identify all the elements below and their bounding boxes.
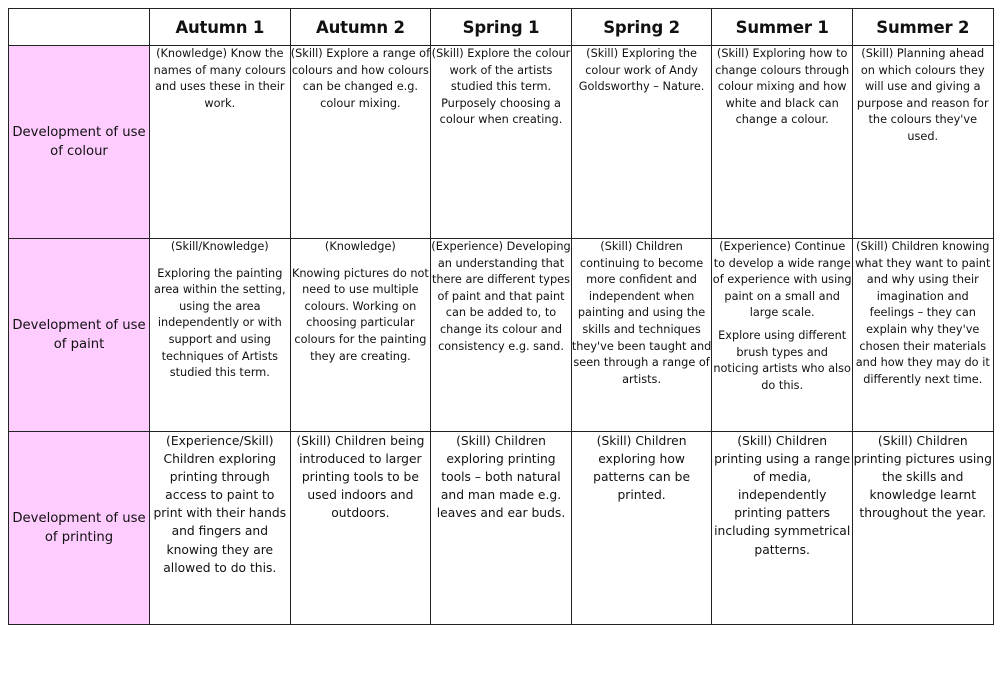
- cell-paint-spring-2: [571, 239, 712, 432]
- cell-text: (Skill) Children continuing to become more confident and independent when painting and using the skills and techniques they've been taught and seen through a range of artists.: [571, 240, 712, 386]
- cell-text: (Experience) Developing an understanding that there are different types of paint and that paint can be added to, to change its colour and consistency e.g. sand.: [431, 240, 571, 353]
- term-header-autumn-2: Autumn 2: [290, 9, 431, 46]
- cell-text: (Skill) Children exploring printing tools – both natural and man made e.g. leaves and ear buds.: [436, 434, 566, 521]
- cell-colour-spring-1: [431, 46, 572, 239]
- cell-text: Knowing pictures do not need to use multiple colours. Working on choosing particular colours for the painting they are creating.: [291, 266, 429, 363]
- cell-paint-summer-1: [712, 239, 853, 432]
- cell-colour-autumn-2: [290, 46, 431, 239]
- cell-text: (Skill) Exploring how to change colours through colour mixing and how white and black can change a colour.: [715, 47, 850, 127]
- cell-paint-autumn-2: [290, 239, 431, 432]
- cell-paint-autumn-1: [150, 239, 291, 432]
- cell-text: (Skill/Knowledge): [170, 240, 269, 253]
- table-row-colour: [9, 46, 994, 239]
- cell-printing-summer-2: [852, 432, 993, 625]
- cell-text: (Skill) Planning ahead on which colours they will use and giving a purpose and reason for the colours they've used.: [856, 47, 989, 143]
- cell-printing-spring-2: [571, 432, 712, 625]
- cell-printing-summer-1: [712, 432, 853, 625]
- cell-text: (Experience/Skill) Children exploring printing through access to paint to print with their hands and fingers and knowing they are allowed to do this.: [153, 434, 287, 575]
- cell-text: (Skill) Children exploring how patterns can be printed.: [593, 434, 691, 503]
- cell-paint-summer-2: [852, 239, 993, 432]
- cell-text: (Knowledge) Know the names of many colours and uses these in their work.: [153, 47, 286, 110]
- table-row-printing: [9, 432, 994, 625]
- cell-printing-autumn-2: [290, 432, 431, 625]
- cell-text: (Skill) Children being introduced to larger printing tools to be used indoors and outdoors.: [296, 434, 425, 521]
- art-curriculum-table: [8, 8, 994, 625]
- cell-text: (Skill) Children knowing what they want to paint and why using their imagination and feelings – they can explain why they've chosen their materials and how they may do it differently next time.: [855, 240, 991, 386]
- cell-colour-spring-2: [571, 46, 712, 239]
- corner-cell: [9, 9, 150, 46]
- row-label-colour: Development of use of colour: [9, 46, 150, 239]
- term-header-summer-1: Summer 1: [712, 9, 853, 46]
- cell-text: (Skill) Exploring the colour work of Andy Goldsworthy – Nature.: [578, 47, 705, 94]
- cell-colour-summer-1: [712, 46, 853, 239]
- row-label-paint: Development of use of paint: [9, 239, 150, 432]
- term-header-autumn-1: Autumn 1: [150, 9, 291, 46]
- term-header-spring-1: Spring 1: [431, 9, 572, 46]
- cell-colour-autumn-1: [150, 46, 291, 239]
- header-row: [9, 9, 994, 46]
- cell-paint-spring-1: [431, 239, 572, 432]
- cell-text: (Skill) Children printing using a range of media, independently printing patters including symmetrical patterns.: [714, 434, 851, 557]
- term-header-summer-2: Summer 2: [852, 9, 993, 46]
- cell-text: (Skill) Children printing pictures using the skills and knowledge learnt throughout the year.: [853, 434, 992, 521]
- cell-text: (Experience) Continue to develop a wide range of experience with using paint on a small and large scale.: [712, 240, 852, 320]
- cell-text: Exploring the painting area within the setting, using the area independently or with support and using techniques of Artists studied this term.: [154, 266, 286, 380]
- cell-text: (Knowledge): [324, 240, 396, 253]
- cell-printing-autumn-1: [150, 432, 291, 625]
- cell-colour-summer-2: [852, 46, 993, 239]
- cell-text: (Skill) Explore a range of colours and how colours can be changed e.g. colour mixing.: [290, 47, 431, 110]
- table-row-paint: [9, 239, 994, 432]
- term-header-spring-2: Spring 2: [571, 9, 712, 46]
- cell-printing-spring-1: [431, 432, 572, 625]
- cell-text: (Skill) Explore the colour work of the artists studied this term. Purposely choosing a colour when creating.: [431, 47, 571, 127]
- cell-text: Explore using different brush types and noticing artists who also do this.: [713, 328, 851, 392]
- row-label-printing: Development of use of printing: [9, 432, 150, 625]
